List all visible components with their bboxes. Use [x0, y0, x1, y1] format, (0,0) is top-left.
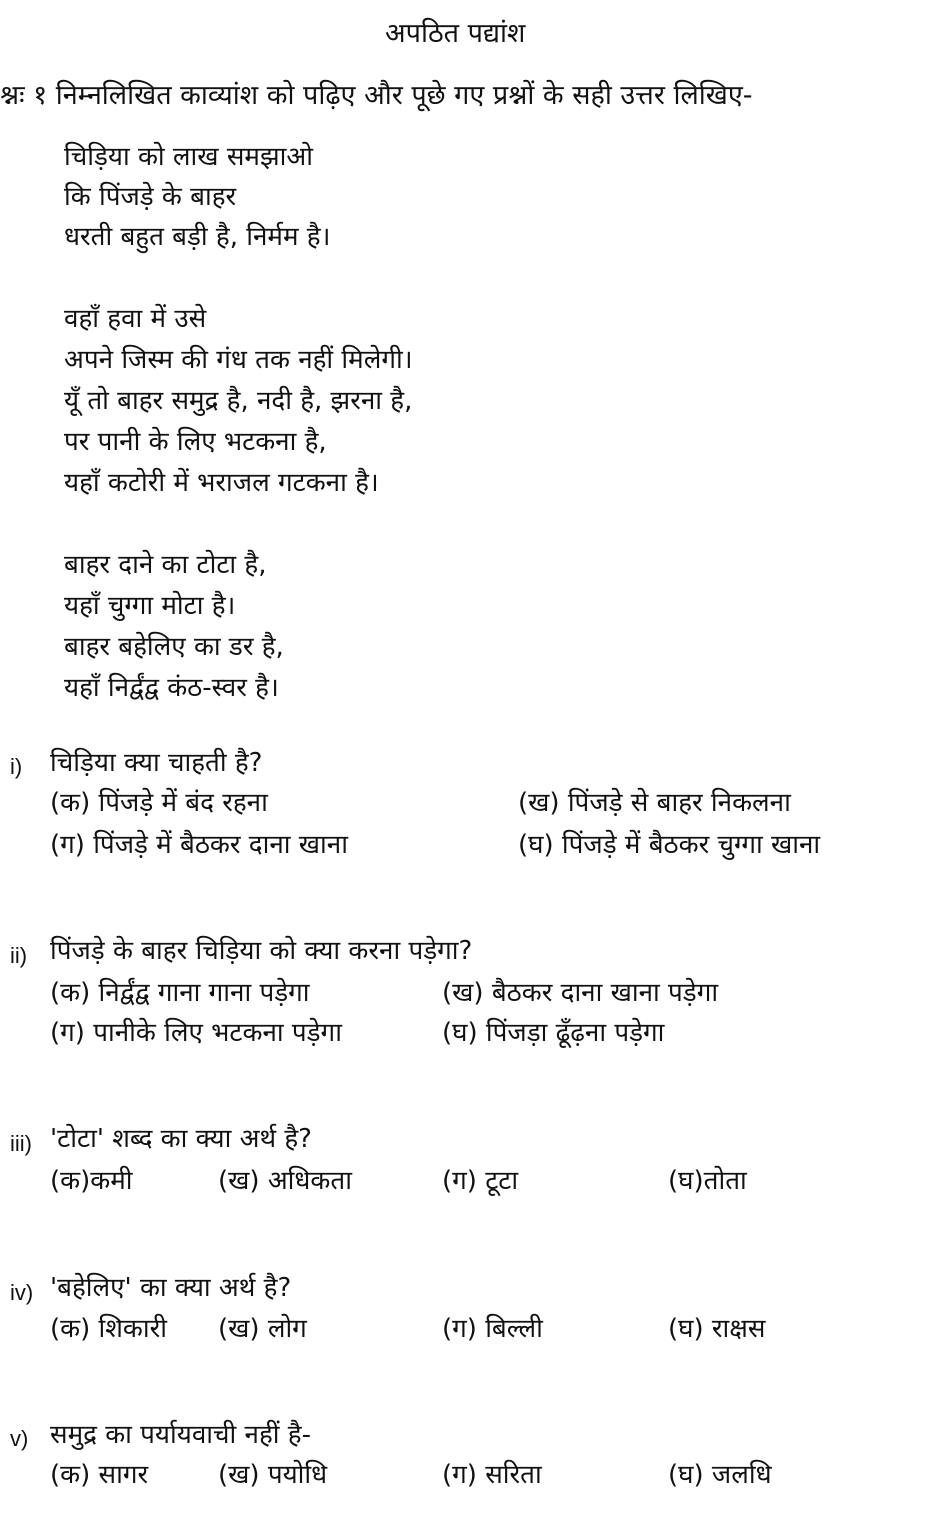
- option-ga: (ग) टूटा: [442, 1166, 519, 1196]
- poem-line: धरती बहुत बड़ी है, निर्मम है।: [64, 222, 331, 252]
- question-text: समुद्र का पर्यायवाची नहीं है-: [50, 1420, 311, 1450]
- question-text: चिड़िया क्या चाहती है?: [50, 748, 263, 778]
- poem-line: कि पिंजड़े के बाहर: [64, 182, 237, 212]
- question-number: i): [10, 754, 23, 779]
- question-text: पिंजड़े के बाहर चिड़िया को क्या करना पड़ेगा?: [50, 936, 473, 966]
- poem-line: यहाँ निर्द्वंद्व कंठ-स्वर है।: [64, 673, 279, 703]
- option-gha: (घ) पिंजड़े में बैठकर चुग्गा खाना: [518, 830, 821, 860]
- option-kha: (ख) पिंजड़े से बाहर निकलना: [518, 788, 791, 818]
- option-kha: (ख) लोग: [218, 1314, 307, 1344]
- option-ka: (क) सागर: [50, 1460, 149, 1490]
- question-text: 'टोटा' शब्द का क्या अर्थ है?: [50, 1124, 312, 1154]
- poem-line: वहाँ हवा में उसे: [64, 304, 207, 334]
- poem-line: पर पानी के लिए भटकना है,: [64, 427, 327, 457]
- question-number: v): [10, 1426, 29, 1451]
- option-gha: (घ) राक्षस: [668, 1314, 766, 1344]
- poem-line: बाहर दाने का टोटा है,: [64, 550, 267, 580]
- option-kha: (ख) अधिकता: [218, 1166, 352, 1196]
- poem-line: यहाँ कटोरी में भराजल गटकना है।: [64, 468, 379, 498]
- instruction: श्नः १ निम्नलिखित काव्यांश को पढ़िए और पूछे गए प्रश्नों के सही उत्तर लिखिए-: [0, 80, 753, 111]
- option-ga: (ग) पानीके लिए भटकना पड़ेगा: [50, 1018, 342, 1048]
- question-number: iv): [10, 1280, 34, 1305]
- option-kha: (ख) पयोधि: [218, 1460, 328, 1490]
- option-ka: (क) पिंजड़े में बंद रहना: [50, 788, 268, 818]
- option-ka: (क) निर्द्वंद्व गाना गाना पड़ेगा: [50, 978, 310, 1008]
- option-ka: (क)कमी: [50, 1166, 133, 1196]
- poem-line: यहाँ चुग्गा मोटा है।: [64, 591, 236, 621]
- poem-line: अपने जिस्म की गंध तक नहीं मिलेगी।: [64, 345, 413, 375]
- poem-line: चिड़िया को लाख समझाओ: [64, 142, 313, 172]
- option-gha: (घ) जलधि: [668, 1460, 772, 1490]
- poem-line: यूँ तो बाहर समुद्र है, नदी है, झरना है,: [64, 386, 413, 416]
- question-text: 'बहेलिए' का क्या अर्थ है?: [50, 1273, 292, 1303]
- option-kha: (ख) बैठकर दाना खाना पड़ेगा: [442, 978, 719, 1008]
- option-ga: (ग) बिल्ली: [442, 1314, 543, 1344]
- poem-line: बाहर बहेलिए का डर है,: [64, 632, 284, 662]
- option-gha: (घ)तोता: [668, 1166, 747, 1196]
- page-title: अपठित पद्यांश: [385, 18, 526, 49]
- option-ga: (ग) सरिता: [442, 1460, 542, 1490]
- question-number: iii): [10, 1131, 32, 1156]
- option-gha: (घ) पिंजड़ा ढूँढ़ना पड़ेगा: [442, 1018, 665, 1048]
- option-ga: (ग) पिंजड़े में बैठकर दाना खाना: [50, 830, 348, 860]
- question-number: ii): [10, 943, 28, 968]
- option-ka: (क) शिकारी: [50, 1314, 168, 1344]
